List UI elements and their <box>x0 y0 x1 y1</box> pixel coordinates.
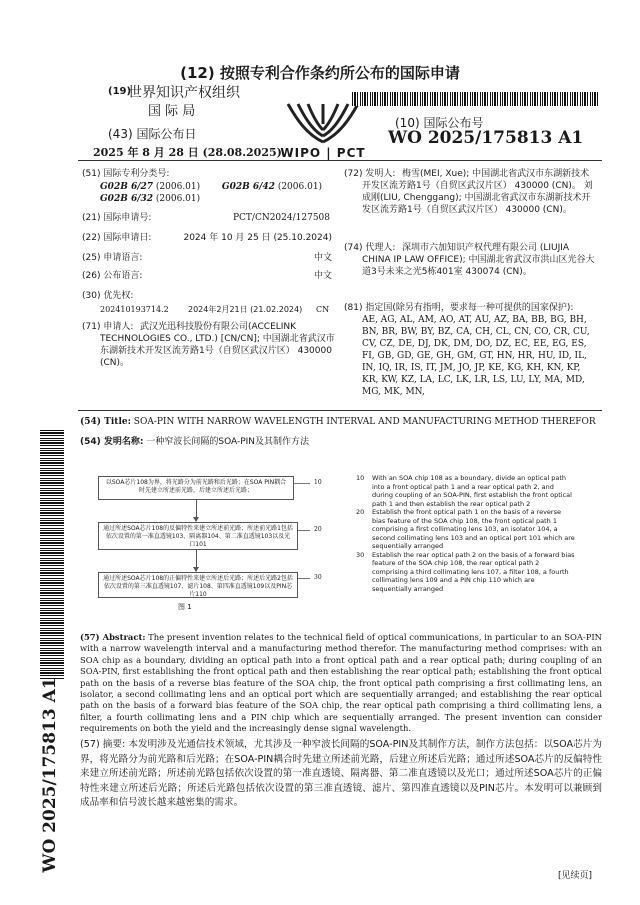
office-name: 世界知识产权组织 <box>128 85 240 101</box>
ipc-3-ver: (2006.01) <box>155 194 201 204</box>
title-cn-text: 一种窄波长间隔的SOA-PIN及其制作方法 <box>146 437 310 447</box>
filing-lang: 中文 <box>313 253 332 263</box>
applicant: 武汉光迅科技股份有限公司(ACCELINK TECHNOLOGIES CO., LTD.) [CN/CN]; 中国湖北省武汉市东湖新技术开发区流芳路1号（自贸区武汉片区） 430000 (CN)。 <box>100 322 335 368</box>
figure-caption: 图 1 <box>178 603 192 611</box>
inventor-label: (72) 发明人: <box>344 169 396 179</box>
document-title: (12) 按照专利合作条约所公布的国际申请 <box>180 64 460 82</box>
flow-arrow-1 <box>196 500 197 521</box>
flow-step-3: 通过所述SOA芯片108的正偏特性来建立所述后光路；所述后光路2包括依次设置的第三准直透镜107、滤片108、第四准直透镜109以及PIN芯片110 <box>98 572 298 598</box>
ipc-1-ver: (2006.01) <box>155 182 201 192</box>
ipc-row-1 <box>100 181 340 193</box>
wipo-emblem-icon <box>268 100 378 146</box>
flow-step-3-ref: 30 <box>314 574 322 581</box>
biblio-rule <box>78 410 602 411</box>
ipc-2: G02B 6/42 <box>221 182 275 192</box>
legend-ref: 10 <box>356 474 365 482</box>
pub-no-label: (10) 国际公布号 <box>395 116 484 130</box>
pub-date: 2025 年 8 月 28 日 (28.08.2025) <box>93 146 282 159</box>
ipc-row-2 <box>100 193 200 205</box>
legend-item <box>356 551 576 594</box>
title-cn-label: (54) 发明名称: <box>80 437 144 447</box>
legend-ref: 30 <box>356 550 365 559</box>
app-no-label: (21) 国际申请号: <box>82 213 152 223</box>
figure-legend <box>356 474 576 593</box>
priority-no: 202410193714.2 <box>100 305 169 314</box>
legend-text: Establish the rear optical path 2 on the basis of a forward bias feature of the SOA chip 108, the rear optical path 2 comprising a third collimating lens 107, a filter 108, a fourth collimating lens 109 and a PIN chip 110 which are sequentially arranged <box>372 550 575 593</box>
ipc-3: G02B 6/32 <box>100 194 154 204</box>
pub-date-label: (43) 国际公布日 <box>108 127 197 141</box>
office-code: (19) <box>108 86 132 97</box>
agent-label: (74) 代理人: <box>344 243 396 253</box>
legend-item <box>356 474 576 508</box>
flow-step-1-ref: 10 <box>314 479 322 486</box>
filing-lang-label: (25) 申请语言: <box>82 253 143 263</box>
pub-no: WO 2025/175813 A1 <box>388 128 584 148</box>
pub-lang: 中文 <box>313 271 332 281</box>
priority-label: (30) 优先权: <box>82 291 134 301</box>
header-rule <box>78 160 602 161</box>
designated-states: AE, AG, AL, AM, AO, AT, AU, AZ, BA, BB, BG, BH, BN, BR, BW, BY, BZ, CA, CH, CL, CN, CO, CR, CU, CV, CZ, DE, DJ, DK, DM, DO, DZ, EC, EE, EG, ES, FI, GB, GD, GE, GH, GM, GT, HN, HR, HU, ID, IL, IN, IQ, IR, IS, IT, JM, JO, JP, KE, KG, KH, KN, KP, KR, KW, KZ, LA, LC, LK, LR, LS, LU, LY, MA, MD, MG, MK, MN, <box>362 315 590 397</box>
designated-states-label: (81) 指定国(除另有指明，要求每一种可提供的国家保护): <box>344 303 574 313</box>
ipc-1: G02B 6/27 <box>100 182 154 192</box>
agent: 深圳市六加知识产权代理有限公司 (LIUJIA CHINA IP LAW OFFICE); 中国湖北省武汉市洪山区光谷大道3号未来之光5栋401室 430074 (CN)。 <box>362 243 595 277</box>
abstract-cn <box>80 738 602 811</box>
inventor: 梅雪(MEI, Xue); 中国湖北省武汉市东湖新技术开发区流芳路1号（自贸区武汉片区） 430000 (CN)。 刘成刚(LIU, Chenggang); 中国湖北省武汉市东湖新技术开发区流芳路1号（自贸区武汉片区） 430000 (CN)。 <box>362 169 593 215</box>
flow-step-2-ref: 20 <box>314 526 322 533</box>
pub-lang-label: (26) 公布语言: <box>82 271 143 281</box>
abstract-en-label: (57) Abstract: <box>80 632 146 642</box>
legend-text: With an SOA chip 108 as a boundary, divide an optical path into a front optical path 1 and a rear optical path 2, and during coupling of an SOA-PIN, first establish the front optical path 1 and then establish the rear optical path 2 <box>372 474 572 508</box>
continued-note: [见续页] <box>558 871 593 881</box>
ipc-label: (51) 国际专利分类号: <box>82 169 170 179</box>
flow-arrow-2 <box>196 550 197 571</box>
abstract-en <box>80 632 602 735</box>
barcode-top <box>352 92 600 106</box>
priority-date: 2024年2月21日 (21.02.2024) <box>188 305 303 314</box>
wipo-logo <box>268 100 378 162</box>
title-cn <box>80 436 600 448</box>
abstract-en-text: The present invention relates to the technical field of optical communications, in particular to an SOA-PIN with a narrow wavelength interval and a manufacturing method therefor. The manufacturing method comprises: with an SOA chip as a boundary, dividing an optical path into a front optical path and a rear optical path; during coupling of an SOA-PIN, first establishing the front optical path and then establishing the rear optical path; establishing the front optical path on the basis of a reverse bias feature of the SOA chip, the front optical path comprising a first collimating lens, an isolator, a second collimating lens and an optical port which are sequentially arranged; and establishing the rear optical path on the basis of a forward bias feature of the SOA chip, the rear optical path comprising a third collimating lens, a filter, a fourth collimating lens and a PIN chip which are sequentially arranged. The present invention can consider requirements on both the yield and the increasingly dense signal wavelength. <box>80 632 602 734</box>
side-pub-no-text: WO 2025/175813 A1 <box>40 677 60 873</box>
barcode-side <box>40 430 64 680</box>
flow-step-2: 通过所述SOA芯片108的反偏特性来建立所述前光路；所述前光路1包括依次设置的第一准直透镜103、隔离器104、第二准直透镜103以及光口101 <box>98 522 298 550</box>
abstract-cn-label: (57) 摘要: <box>80 739 126 750</box>
flow-step-3-leader <box>298 578 310 579</box>
filing-date: 2024 年 10 月 25 日 (25.10.2024) <box>183 233 332 243</box>
title-en-label: (54) Title: <box>80 417 131 427</box>
flow-step-1: 以SOA芯片108为界，将光路分为前光路和后光路；在SOA PIN耦合时先建立所述前光路，后建立所述后光路； <box>98 476 294 500</box>
wipo-logo-text: WIPO | PCT <box>280 146 366 160</box>
title-en <box>80 416 600 428</box>
filing-date-label: (22) 国际申请日: <box>82 233 152 243</box>
legend-item <box>356 508 576 551</box>
flow-step-2-leader <box>298 530 310 531</box>
ipc-2-ver: (2006.01) <box>277 182 323 192</box>
flow-step-1-leader <box>294 483 310 484</box>
legend-text: Establish the front optical path 1 on the basis of a reverse bias feature of the SOA chip 108, the front optical path 1 comprising a first collimating lens 103, an isolator 104, a second collimating lens 103 and an optical port 101 which are sequentially arranged <box>372 508 575 550</box>
side-pub-no <box>30 677 70 873</box>
title-en-text: SOA-PIN WITH NARROW WAVELENGTH INTERVAL AND MANUFACTURING METHOD THEREFOR <box>133 417 596 427</box>
legend-ref: 20 <box>356 508 365 516</box>
abstract-cn-text: 本发明涉及光通信技术领域，尤其涉及一种窄波长间隔的SOA-PIN及其制作方法，制作方法包括：以SOA芯片为界，将光路分为前光路和后光路；在SOA-PIN耦合时先建立所述前光路，后建立所述后光路；通过所述SOA芯片的反偏特性来建立所述前光路；所述前光路包括依次设置的第一准直透镜、隔离器、第二准直透镜以及光口；通过所述SOA芯片的正偏特性来建立所述后光路；所述后光路包括依次设置的第三准直透镜、滤片、第四准直透镜以及PIN芯片。本发明可以兼顾到成品率和信号波长越来越密集的需求。 <box>80 739 602 808</box>
office-bureau: 国 际 局 <box>148 104 196 119</box>
applicant-label: (71) 申请人: <box>82 322 134 332</box>
app-no: PCT/CN2024/127508 <box>232 213 330 223</box>
priority-country: CN <box>316 305 330 314</box>
